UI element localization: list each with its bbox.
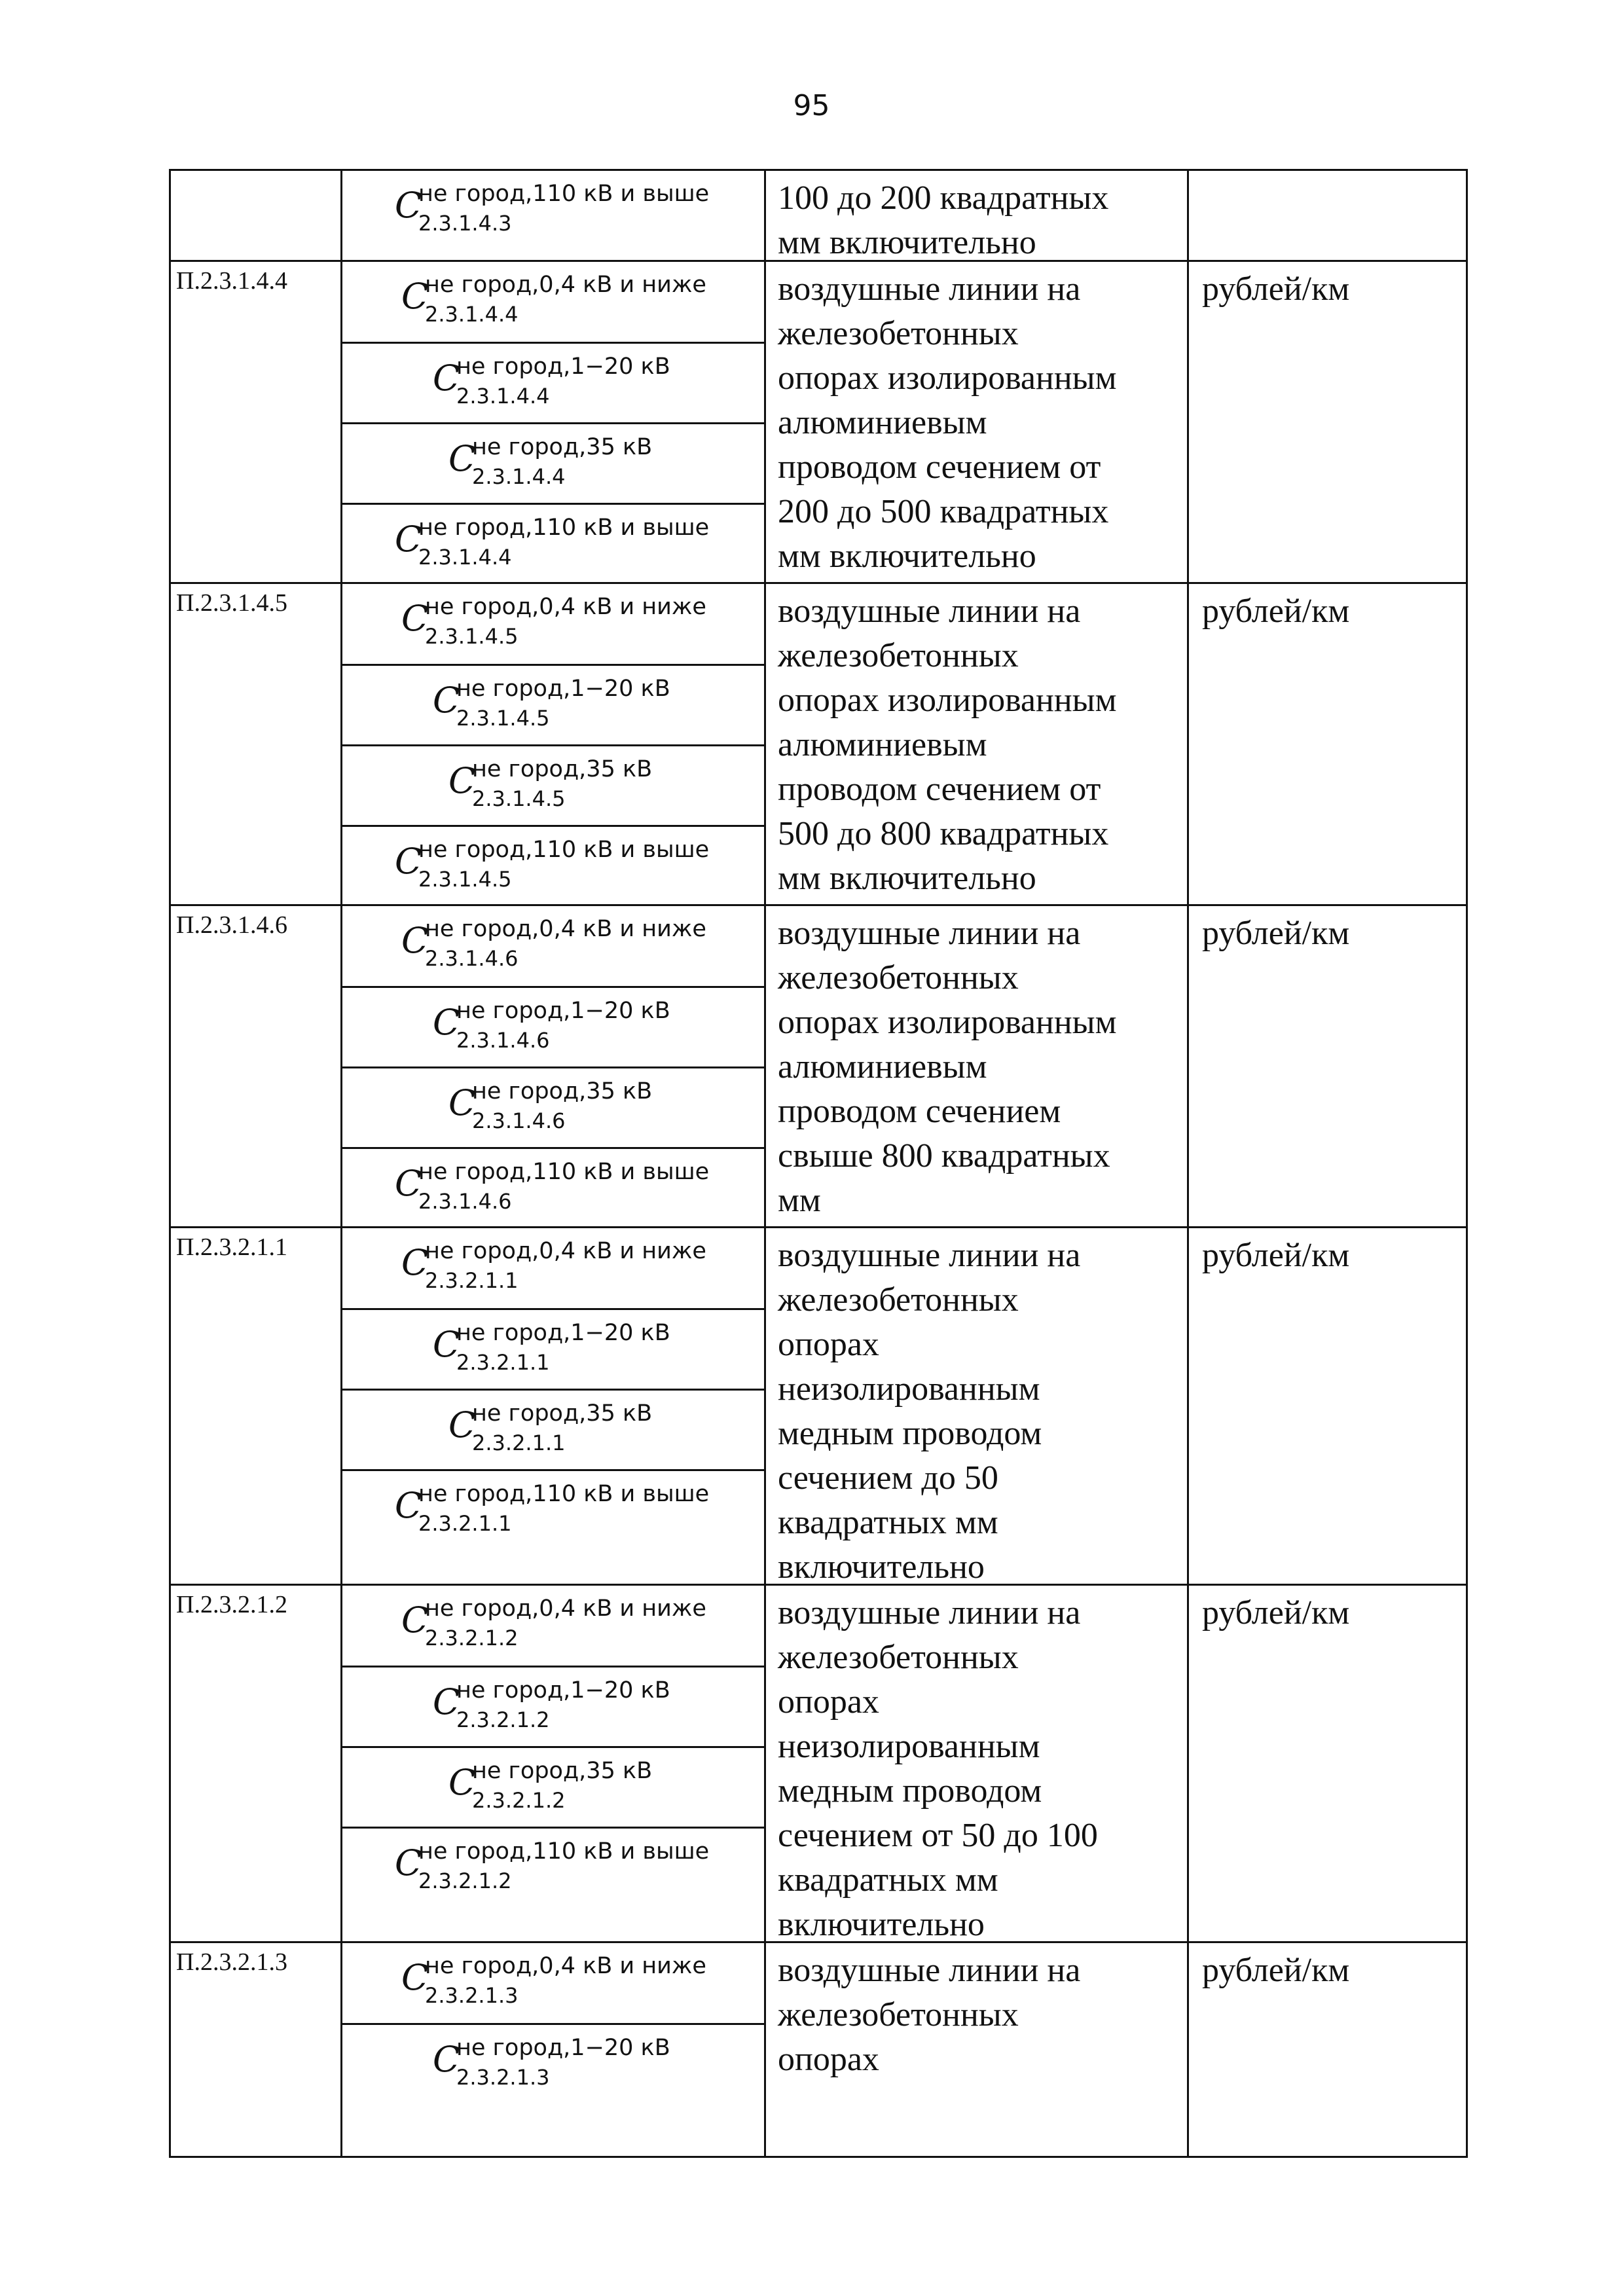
description-line: воздушные линии на <box>778 1594 1081 1631</box>
description-line: алюминиевым <box>778 404 987 441</box>
symbol-subcell <box>342 1827 764 1943</box>
description-line: опорах <box>778 1326 879 1363</box>
cost-symbol <box>395 183 761 242</box>
description-line: включительно <box>778 1906 985 1943</box>
description-line: квадратных мм <box>778 1504 998 1541</box>
description-line: алюминиевым <box>778 1048 987 1085</box>
cost-symbol <box>401 274 768 333</box>
description-line: 100 до 200 квадратных <box>778 179 1109 217</box>
code-cell <box>169 262 340 582</box>
cost-symbol <box>448 1402 815 1461</box>
symbol-base: C <box>433 1681 460 1722</box>
description-line: железобетонных <box>778 637 1019 674</box>
symbol-cell <box>340 1943 764 2156</box>
symbol-subscript: 2.3.2.1.1 <box>456 1350 550 1375</box>
symbol-superscript: не город,35 кВ <box>472 1758 653 1784</box>
code-cell <box>169 584 340 904</box>
symbol-subcell <box>342 825 764 906</box>
cost-symbol <box>433 678 799 737</box>
description-cell <box>764 1228 1187 1584</box>
description-line: воздушные линии на <box>778 1237 1081 1274</box>
code-cell <box>169 171 340 260</box>
symbol-subscript: 2.3.2.1.2 <box>418 1868 512 1893</box>
table-row <box>169 1586 1468 1943</box>
symbol-subcell <box>342 1389 764 1469</box>
symbol-subscript: 2.3.1.4.6 <box>425 946 519 971</box>
unit-label: рублей/км <box>1202 1952 1350 1989</box>
cost-symbol <box>395 517 761 575</box>
description-cell <box>764 1586 1187 1941</box>
symbol-subscript: 2.3.1.4.6 <box>456 1028 550 1053</box>
unit-label: рублей/км <box>1202 915 1350 952</box>
description-line: мм <box>778 1182 821 1219</box>
item-code: П.2.3.2.1.3 <box>176 1948 287 1976</box>
cost-symbol <box>448 1760 815 1819</box>
description-line: мм включительно <box>778 860 1036 897</box>
description-line: проводом сечением <box>778 1093 1061 1130</box>
unit-label: рублей/км <box>1202 1237 1350 1274</box>
symbol-subcell <box>342 1469 764 1586</box>
symbol-base: C <box>401 1242 429 1283</box>
symbol-base: C <box>433 680 460 721</box>
symbol-superscript: не город,110 кВ и выше <box>418 1159 710 1185</box>
cost-symbol <box>395 1161 761 1220</box>
description-text <box>778 176 1180 265</box>
description-cell <box>764 171 1187 260</box>
symbol-superscript: не город,35 кВ <box>472 756 653 782</box>
cost-symbol <box>433 1322 799 1381</box>
description-text <box>778 911 1180 1223</box>
symbol-subcell <box>342 744 764 825</box>
description-line: опорах изолированным <box>778 682 1117 719</box>
description-text <box>778 1233 1180 1590</box>
description-cell <box>764 1943 1187 2156</box>
cost-symbol <box>448 1080 815 1139</box>
unit-cell <box>1187 171 1468 260</box>
description-cell <box>764 584 1187 904</box>
description-line: сечением от 50 до 100 <box>778 1817 1098 1854</box>
symbol-subcell <box>342 986 764 1066</box>
symbol-cell <box>340 1586 764 1941</box>
item-code: П.2.3.2.1.2 <box>176 1591 287 1618</box>
symbol-subscript: 2.3.1.4.5 <box>472 786 566 811</box>
description-line: неизолированным <box>778 1370 1040 1408</box>
symbol-subcell <box>342 262 764 342</box>
symbol-subcell <box>342 1666 764 1746</box>
symbol-cell <box>340 1228 764 1584</box>
symbol-superscript: не город,110 кВ и выше <box>418 181 710 207</box>
description-line: железобетонных <box>778 1996 1019 2033</box>
symbol-subscript: 2.3.2.1.1 <box>472 1430 566 1455</box>
symbol-base: C <box>395 185 422 226</box>
symbol-subscript: 2.3.1.4.5 <box>418 867 512 892</box>
symbol-base: C <box>448 1404 476 1446</box>
symbol-subscript: 2.3.2.1.3 <box>425 1983 519 2008</box>
item-code: П.2.3.1.4.5 <box>176 589 287 617</box>
cost-symbol <box>433 2037 799 2096</box>
cost-symbol <box>401 1597 768 1656</box>
symbol-superscript: не город,0,4 кВ и ниже <box>425 1953 706 1979</box>
symbol-subscript: 2.3.2.1.2 <box>425 1626 519 1650</box>
symbol-superscript: не город,1−20 кВ <box>456 2035 670 2061</box>
cost-symbol <box>401 596 768 655</box>
symbol-subscript: 2.3.1.4.3 <box>418 211 512 236</box>
cost-symbol <box>401 1240 768 1299</box>
code-cell <box>169 1228 340 1584</box>
symbol-superscript: не город,110 кВ и выше <box>418 1838 710 1865</box>
description-line: воздушные линии на <box>778 270 1081 308</box>
symbol-superscript: не город,110 кВ и выше <box>418 837 710 863</box>
description-line: воздушные линии на <box>778 592 1081 630</box>
symbol-cell <box>340 584 764 904</box>
symbol-subscript: 2.3.2.1.2 <box>456 1707 550 1732</box>
symbol-subscript: 2.3.1.4.6 <box>472 1108 566 1133</box>
description-line: медным проводом <box>778 1772 1042 1810</box>
symbol-subcell <box>342 584 764 664</box>
table-row <box>169 1228 1468 1586</box>
symbol-subscript: 2.3.1.4.5 <box>456 706 550 731</box>
symbol-base: C <box>433 1002 460 1043</box>
symbol-superscript: не город,110 кВ и выше <box>418 1481 710 1507</box>
symbol-subcell <box>342 1746 764 1827</box>
symbol-cell <box>340 906 764 1226</box>
page-number: 95 <box>793 89 830 122</box>
description-line: квадратных мм <box>778 1861 998 1899</box>
symbol-base: C <box>433 1324 460 1365</box>
symbol-subscript: 2.3.2.1.2 <box>472 1788 566 1813</box>
symbol-base: C <box>448 1762 476 1803</box>
description-line: 200 до 500 квадратных <box>778 493 1109 530</box>
symbol-superscript: не город,35 кВ <box>472 1078 653 1104</box>
description-text <box>778 589 1180 901</box>
cost-symbol <box>395 1483 761 1542</box>
description-line: неизолированным <box>778 1728 1040 1765</box>
symbol-base: C <box>401 598 429 639</box>
symbol-subscript: 2.3.1.4.6 <box>418 1189 512 1214</box>
unit-label: рублей/км <box>1202 592 1350 630</box>
symbol-base: C <box>395 1485 422 1526</box>
unit-cell <box>1187 1228 1468 1584</box>
symbol-subcell <box>342 1308 764 1389</box>
symbol-superscript: не город,1−20 кВ <box>456 354 670 380</box>
symbol-base: C <box>395 841 422 882</box>
description-cell <box>764 906 1187 1226</box>
symbol-superscript: не город,0,4 кВ и ниже <box>425 272 706 298</box>
table-row <box>169 1943 1468 2158</box>
symbol-subscript: 2.3.2.1.3 <box>456 2065 550 2090</box>
description-line: проводом сечением от <box>778 448 1101 486</box>
symbol-base: C <box>401 1957 429 1998</box>
unit-cell <box>1187 906 1468 1226</box>
symbol-superscript: не город,35 кВ <box>472 434 653 460</box>
description-text <box>778 267 1180 579</box>
symbol-subcell <box>342 171 764 264</box>
description-cell <box>764 262 1187 582</box>
unit-label: рублей/км <box>1202 270 1350 308</box>
unit-cell <box>1187 262 1468 582</box>
symbol-subscript: 2.3.1.4.4 <box>418 545 512 570</box>
description-line: 500 до 800 квадратных <box>778 815 1109 852</box>
symbol-superscript: не город,1−20 кВ <box>456 998 670 1024</box>
symbol-superscript: не город,0,4 кВ и ниже <box>425 1238 706 1264</box>
symbol-subscript: 2.3.1.4.4 <box>425 302 519 327</box>
unit-cell <box>1187 1586 1468 1941</box>
description-text <box>778 1948 1180 2082</box>
table-row <box>169 906 1468 1228</box>
symbol-superscript: не город,1−20 кВ <box>456 1677 670 1704</box>
cost-symbol <box>448 758 815 817</box>
description-line: железобетонных <box>778 959 1019 996</box>
symbol-subcell <box>342 664 764 744</box>
description-line: включительно <box>778 1548 985 1586</box>
cost-symbol <box>433 1679 799 1738</box>
symbol-base: C <box>401 1599 429 1641</box>
symbol-subcell <box>342 1228 764 1308</box>
description-line: железобетонных <box>778 1281 1019 1319</box>
table-row <box>169 262 1468 584</box>
table-row <box>169 169 1468 262</box>
symbol-subscript: 2.3.2.1.1 <box>418 1511 512 1536</box>
description-line: проводом сечением от <box>778 771 1101 808</box>
symbol-base: C <box>448 1082 476 1123</box>
unit-label: рублей/км <box>1202 1594 1350 1631</box>
symbol-superscript: не город,110 кВ и выше <box>418 515 710 541</box>
symbol-superscript: не город,0,4 кВ и ниже <box>425 1595 706 1622</box>
symbol-subcell <box>342 503 764 584</box>
description-line: опорах изолированным <box>778 359 1117 397</box>
description-text <box>778 1591 1180 1947</box>
symbol-subcell <box>342 422 764 503</box>
symbol-base: C <box>448 438 476 479</box>
description-line: сечением до 50 <box>778 1459 998 1497</box>
unit-cell <box>1187 584 1468 904</box>
cost-symbol <box>395 1840 761 1899</box>
symbol-subcell <box>342 1066 764 1147</box>
symbol-cell <box>340 262 764 582</box>
description-line: опорах <box>778 2041 879 2078</box>
symbol-subscript: 2.3.1.4.5 <box>425 624 519 649</box>
cost-symbol <box>433 1000 799 1059</box>
code-cell <box>169 1586 340 1941</box>
unit-cell <box>1187 1943 1468 2156</box>
description-line: мм включительно <box>778 224 1036 261</box>
table-row <box>169 584 1468 906</box>
symbol-base: C <box>395 519 422 560</box>
cost-symbol <box>401 1955 768 2014</box>
code-cell <box>169 906 340 1226</box>
symbol-superscript: не город,0,4 кВ и ниже <box>425 916 706 942</box>
symbol-base: C <box>401 920 429 961</box>
symbol-base: C <box>401 276 429 317</box>
symbol-subcell <box>342 906 764 986</box>
symbol-subscript: 2.3.1.4.4 <box>472 464 566 489</box>
cost-symbol <box>433 355 799 414</box>
description-line: воздушные линии на <box>778 915 1081 952</box>
item-code: П.2.3.1.4.4 <box>176 267 287 295</box>
symbol-base: C <box>395 1163 422 1204</box>
cost-symbol <box>401 918 768 977</box>
description-line: мм включительно <box>778 538 1036 575</box>
cost-symbol <box>395 839 761 898</box>
symbol-subscript: 2.3.1.4.4 <box>456 384 550 409</box>
code-cell <box>169 1943 340 2156</box>
symbol-superscript: не город,0,4 кВ и ниже <box>425 594 706 620</box>
symbol-subcell <box>342 342 764 422</box>
symbol-base: C <box>433 2039 460 2080</box>
description-line: воздушные линии на <box>778 1952 1081 1989</box>
item-code: П.2.3.1.4.6 <box>176 911 287 939</box>
symbol-superscript: не город,1−20 кВ <box>456 1320 670 1346</box>
description-line: железобетонных <box>778 1639 1019 1676</box>
symbol-subcell <box>342 2023 764 2158</box>
symbol-subcell <box>342 1586 764 1666</box>
symbol-base: C <box>448 760 476 801</box>
symbol-base: C <box>433 357 460 399</box>
symbol-superscript: не город,1−20 кВ <box>456 676 670 702</box>
description-line: свыше 800 квадратных <box>778 1137 1110 1175</box>
description-line: алюминиевым <box>778 726 987 763</box>
cost-symbol <box>448 436 815 495</box>
symbol-cell <box>340 171 764 260</box>
symbol-superscript: не город,35 кВ <box>472 1400 653 1427</box>
item-code: П.2.3.2.1.1 <box>176 1233 287 1261</box>
symbol-base: C <box>395 1842 422 1884</box>
description-line: железобетонных <box>778 315 1019 352</box>
symbol-subscript: 2.3.2.1.1 <box>425 1268 519 1293</box>
symbol-subcell <box>342 1943 764 2023</box>
description-line: опорах <box>778 1683 879 1721</box>
description-line: опорах изолированным <box>778 1004 1117 1041</box>
description-line: медным проводом <box>778 1415 1042 1452</box>
symbol-subcell <box>342 1147 764 1228</box>
